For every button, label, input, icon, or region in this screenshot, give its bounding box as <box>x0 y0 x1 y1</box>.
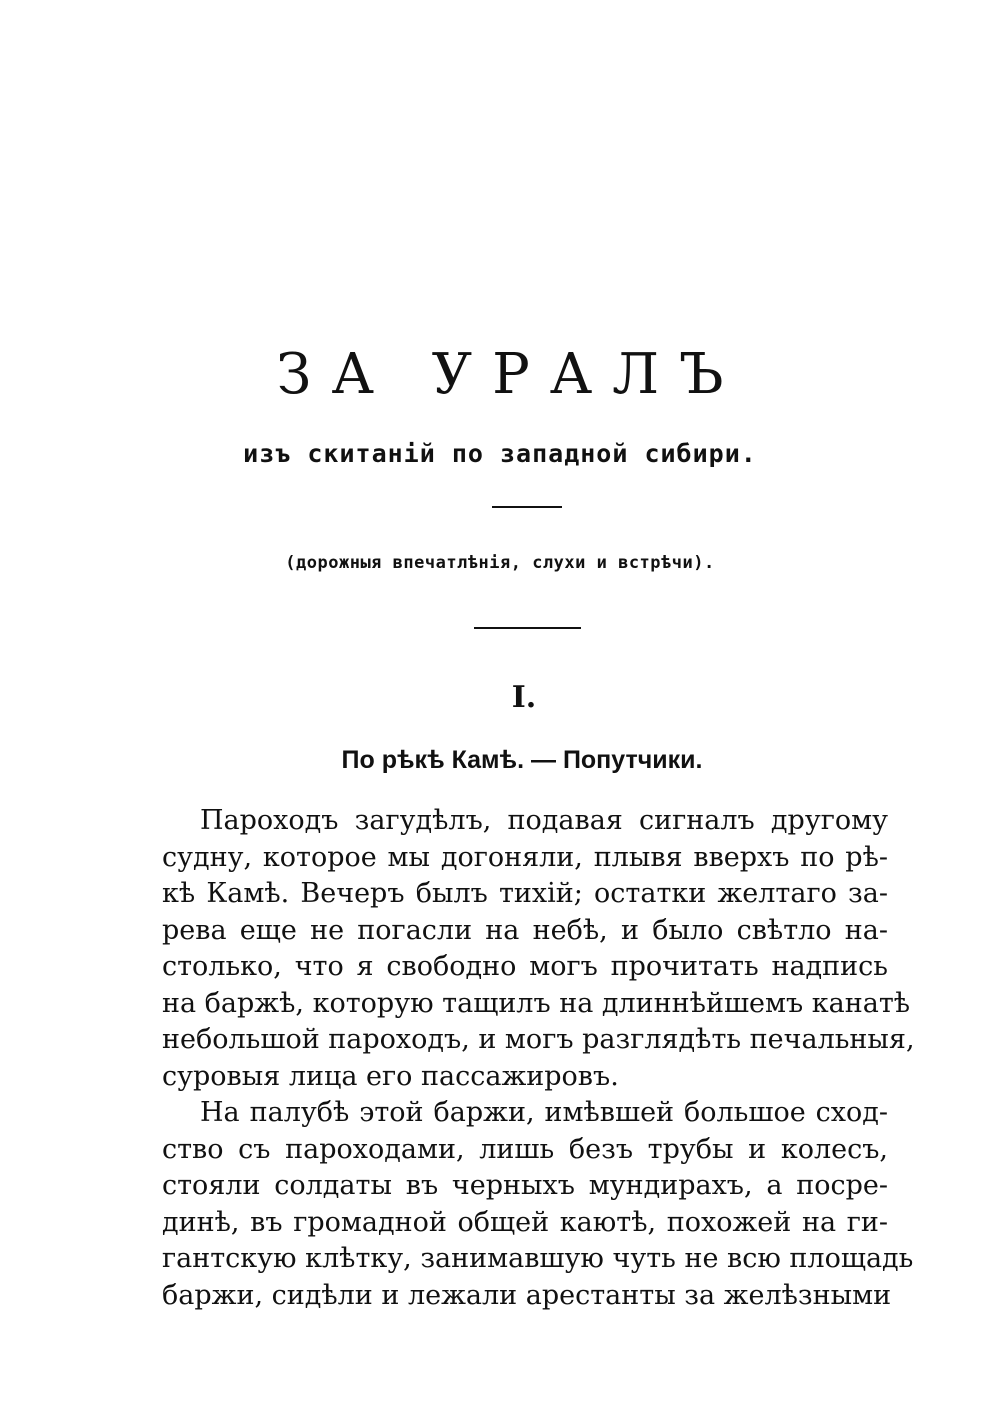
text-line: стояли солдаты въ черныхъ мундирахъ, а посре- <box>162 1170 888 1201</box>
text-line: баржи, сидѣли и лежали арестанты за желѣзными <box>162 1279 892 1311</box>
text-line: небольшой пароходъ, и могъ разглядѣть печальныя, <box>162 1024 915 1055</box>
text-line: динѣ, въ громадной общей каютѣ, похожей на ги- <box>162 1206 888 1238</box>
text-line: На палубѣ этой баржи, имѣвшей большое сход- <box>200 1097 888 1128</box>
page-title: ЗА УРАЛЪ <box>276 342 744 407</box>
chapter-heading: По рѣкѣ Камѣ. — Попутчики. <box>341 746 703 774</box>
text-line: судну, которое мы догоняли, плывя вверхъ по рѣ- <box>162 841 888 873</box>
text-line: на баржѣ, которую тащилъ на длиннѣйшемъ канатѣ <box>162 987 911 1019</box>
text-line: столько, что я свободно могъ прочитать надпись <box>162 951 888 982</box>
chapter-number: I. <box>511 680 537 715</box>
text-line: Пароходъ загудѣлъ, подавая сигналъ другому <box>200 805 888 836</box>
text-line: гантскую клѣтку, занимавшую чуть не всю площадь <box>162 1243 914 1274</box>
divider-rule <box>492 506 562 508</box>
text-line: рева еще не погасли на небѣ, и было свѣтло на- <box>162 914 888 946</box>
text-line: ство съ пароходами, лишь безъ трубы и колесъ, <box>162 1133 888 1165</box>
text-line: суровыя лица его пассажировъ. <box>162 1060 619 1092</box>
page-subtitle: изъ скитаній по западной сибири. <box>243 439 757 468</box>
divider-rule <box>474 627 581 629</box>
text-line: кѣ Камѣ. Вечеръ былъ тихій; остатки желтаго за- <box>162 878 888 909</box>
body-text <box>162 803 915 1314</box>
subtitle-note: (дорожныя впечатлѣнія, слухи и встрѣчи). <box>285 553 715 573</box>
